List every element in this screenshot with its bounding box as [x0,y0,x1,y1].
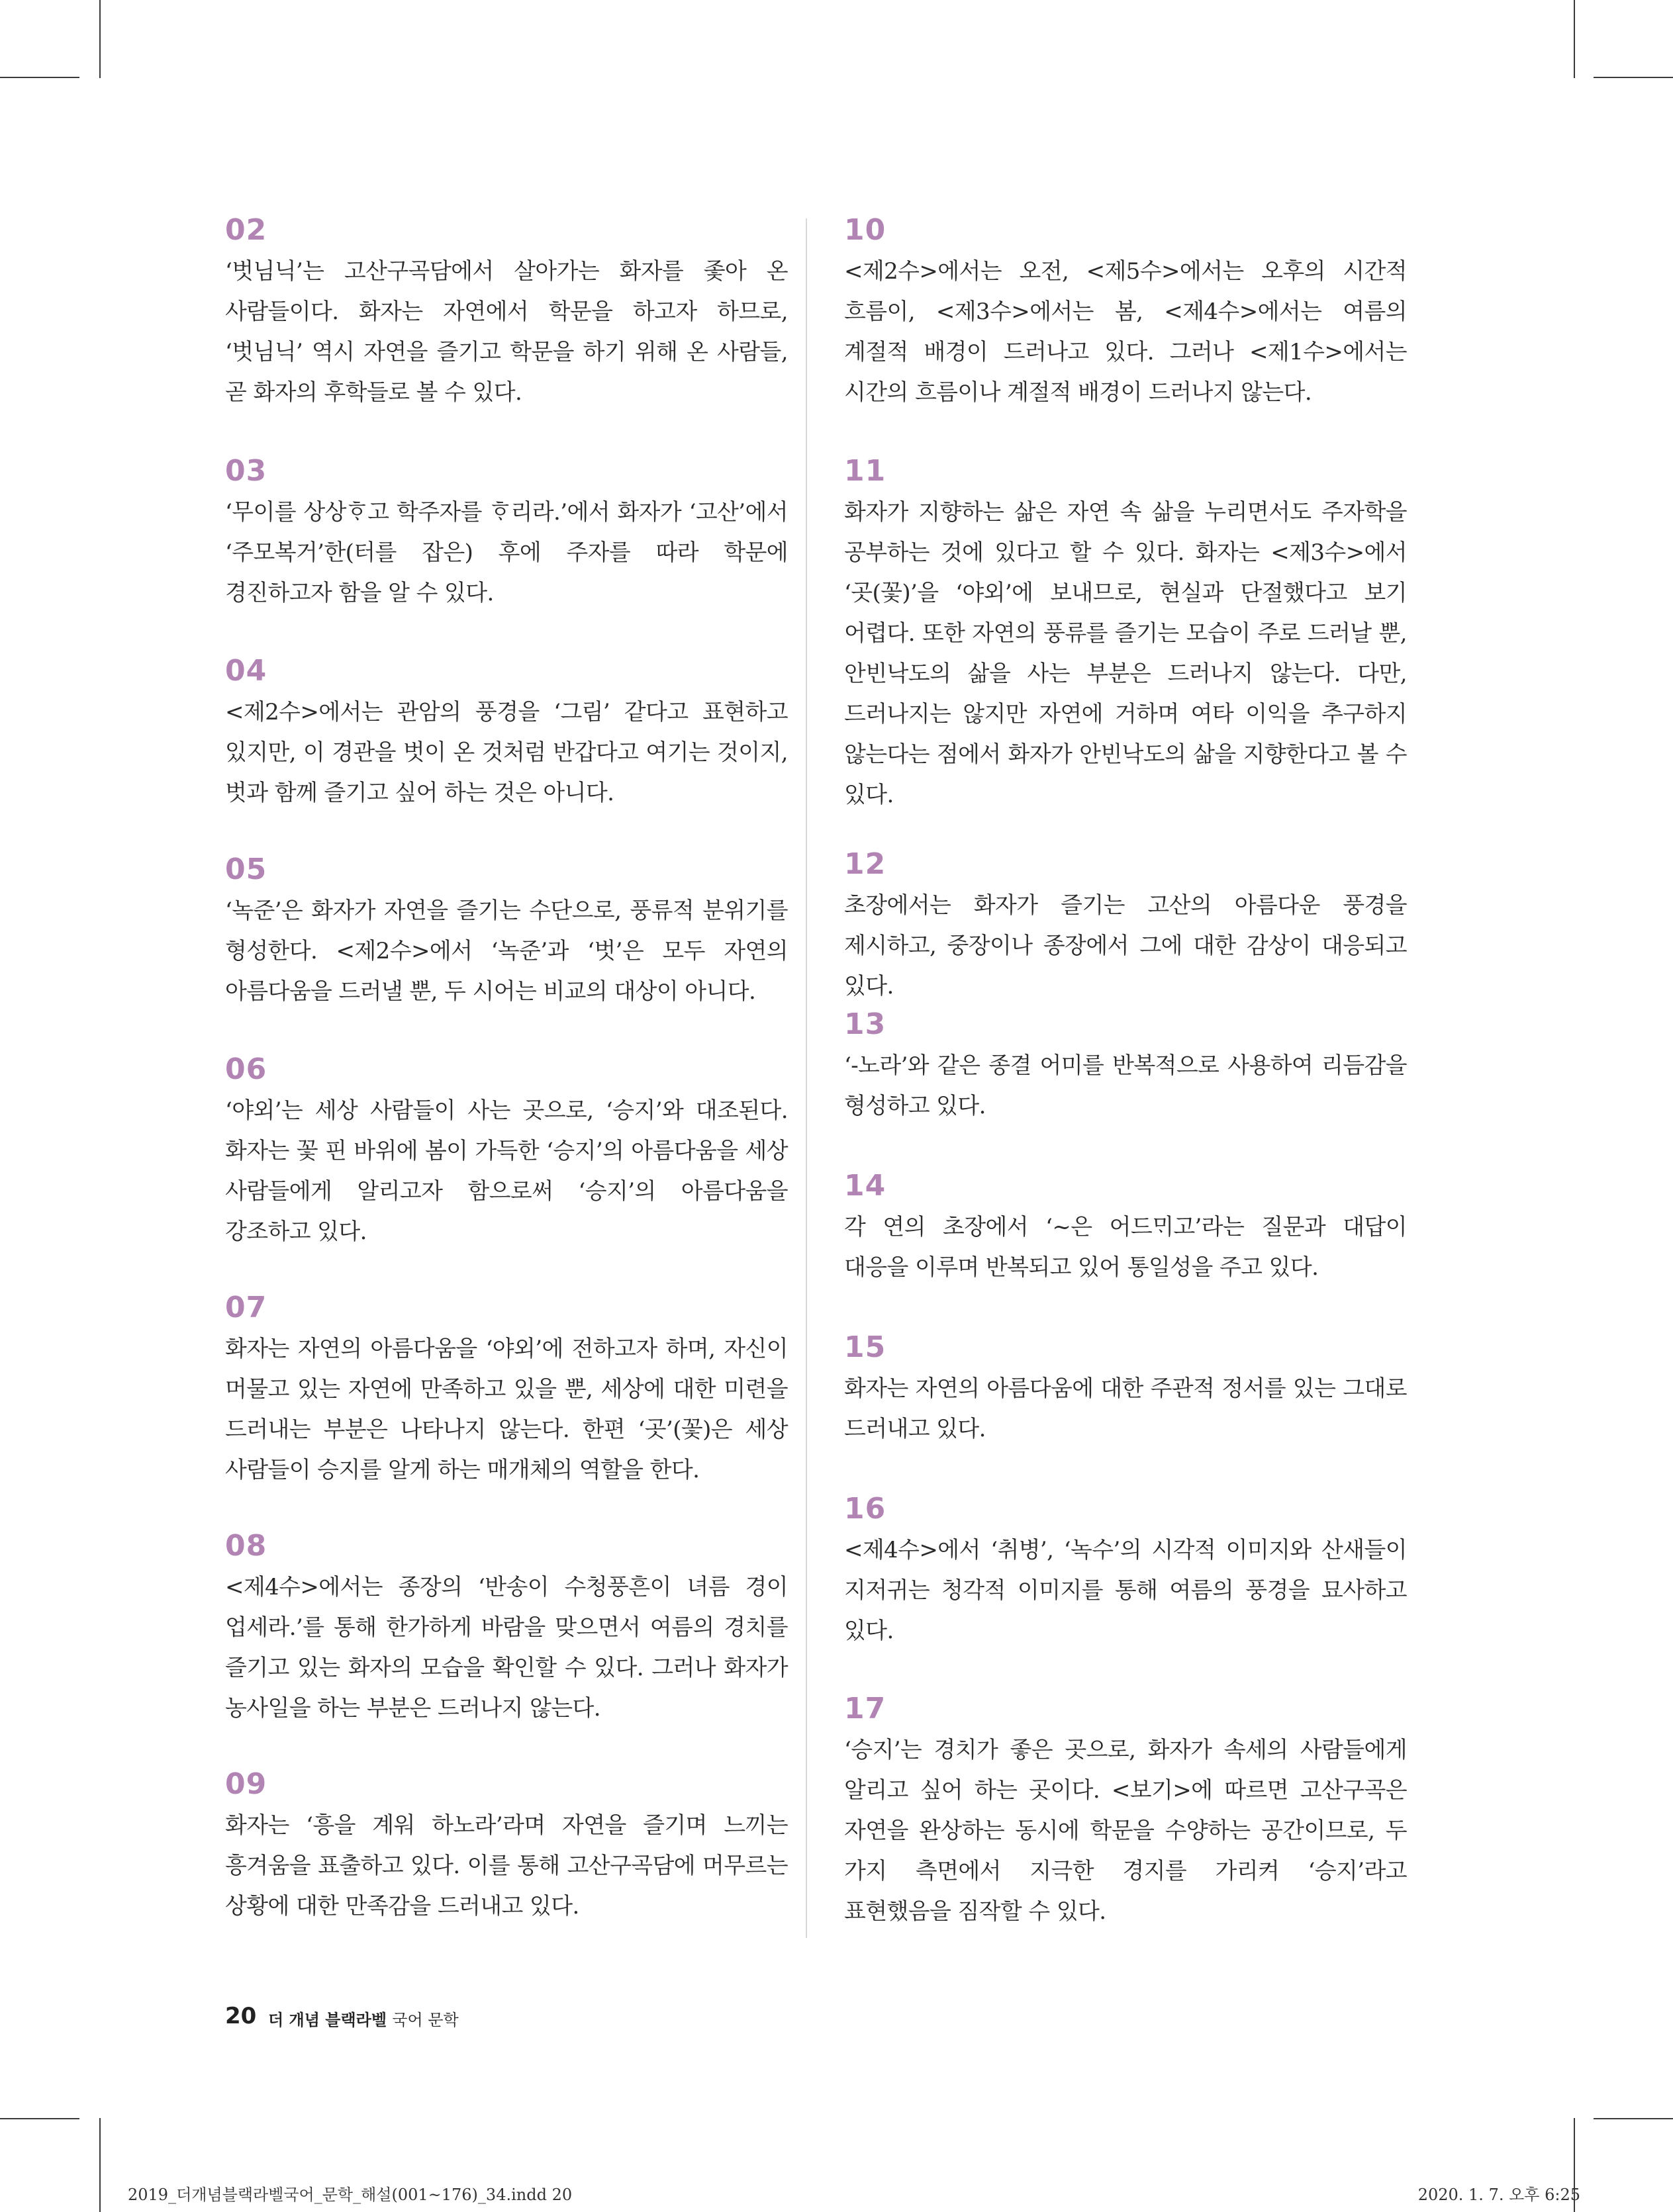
answer-item [225,1050,788,1252]
crop-mark [1594,77,1673,78]
crop-mark [99,2118,101,2212]
question-number: 11 [844,454,886,488]
question-number: 04 [225,654,267,688]
book-title-main: 더 개념 블랙라벨 [268,2011,387,2029]
answer-item [844,451,1407,815]
answer-text: <제4수>에서는 종장의 ‘반송이 수청풍흔이 녀름 경이 업세라.’를 통해 한가하게 바람을 맞으면서 여름의 경치를 즐기고 있는 화자의 모습을 확인할 수 있다. 그러나 화자가 농사일을 하는 부분은 드러나지 않는다. [225,1574,788,1722]
answer-text: ‘녹준’은 화자가 자연을 즐기는 수단으로, 풍류적 분위기를 형성한다. <제2수>에서 ‘녹준’과 ‘벗’은 모두 자연의 아름다움을 드러낼 뿐, 두 시어는 비교의 대상이 아니다. [225,898,788,1005]
crop-mark [0,2118,79,2119]
answer-item [844,845,1407,1007]
question-number: 17 [844,1692,886,1726]
question-number: 16 [844,1492,886,1526]
question-number: 10 [844,213,886,247]
answer-text: <제2수>에서는 관암의 풍경을 ‘그림’ 같다고 표현하고 있지만, 이 경관을 벗이 온 것처럼 반갑다고 여기는 것이지, 벗과 함께 즐기고 싶어 하는 것은 아니다. [225,699,788,806]
book-title-sub: 국어 문학 [392,2011,459,2029]
answer-text: 화자는 자연의 아름다움을 ‘야외’에 전하고자 하며, 자신이 머물고 있는 자연에 만족하고 있을 뿐, 세상에 대한 미련을 드러내는 부분은 나타나지 않는다. 한편 ‘곳’(꽃)은 세상 사람들이 승지를 알게 하는 매개체의 역할을 한다. [225,1336,788,1483]
answer-text: ‘승지’는 경치가 좋은 곳으로, 화자가 속세의 사람들에게 알리고 싶어 하는 곳이다. <보기>에 따르면 고산구곡은 자연을 완상하는 동시에 학문을 수양하는 공간이므로, 두 가지 측면에서 지극한 경지를 가리켜 ‘승지’라고 표현했음을 짐작할 수 있다. [844,1737,1407,1925]
crop-mark [1574,0,1575,78]
answer-item [844,1328,1407,1450]
answer-item [844,1489,1407,1651]
answer-text: ‘벗님닉’는 고산구곡담에서 살아가는 화자를 좇아 온 사람들이다. 화자는 자연에서 학문을 하고자 하므로, ‘벗님닉’ 역시 자연을 즐기고 학문을 하기 위해 온 사람들, 곧 화자의 후학들로 볼 수 있다. [225,258,788,406]
answer-item [225,1288,788,1491]
question-number: 02 [225,213,267,247]
answer-item [225,1526,788,1729]
answer-text: <제4수>에서 ‘취병’, ‘녹수’의 시각적 이미지와 산새들이 지저귀는 청각적 이미지를 통해 여름의 풍경을 묘사하고 있다. [844,1537,1407,1644]
question-number: 14 [844,1169,886,1203]
answer-text: <제2수>에서는 오전, <제5수>에서는 오후의 시간적 흐름이, <제3수>에서는 봄, <제4수>에서는 여름의 계절적 배경이 드러나고 있다. 그러나 <제1수>에서는 시간의 흐름이나 계절적 배경이 드러나지 않는다. [844,258,1407,406]
question-number: 09 [225,1767,267,1801]
page-number: 20 [225,2003,257,2029]
answer-item [844,1166,1407,1288]
answer-item [225,651,788,813]
answer-item [225,1765,788,1927]
question-number: 05 [225,853,267,886]
answer-text: 화자가 지향하는 삶은 자연 속 삶을 누리면서도 주자학을 공부하는 것에 있다고 할 수 있다. 화자는 <제3수>에서 ‘곳(꽃)’을 ‘야외’에 보내므로, 현실과 단절했다고 보기 어렵다. 또한 자연의 풍류를 즐기는 모습이 주로 드러날 뿐, 안빈낙도의 삶을 사는 부분은 드러나지 않는다. 다만, 드러나지는 않지만 자연에 거하며 여타 이익을 추구하지 않는다는 점에서 화자가 안빈낙도의 삶을 지향한다고 볼 수 있다. [844,499,1407,808]
question-number: 08 [225,1529,267,1563]
crop-mark [1594,2118,1673,2119]
print-slug-file: 2019_더개념블랙라벨국어_문학_해설(001~176)_34.indd 20 [128,2186,573,2204]
answer-text: ‘무이를 상상ᄒᆞ고 학주자를 ᄒᆞ리라.’에서 화자가 ‘고산’에서 ‘주모복거’한(터를 잡은) 후에 주자를 따라 학문에 경진하고자 함을 알 수 있다. [225,499,788,606]
answer-item [844,1005,1407,1127]
question-number: 13 [844,1007,886,1041]
answer-text: ‘-노라’와 같은 종결 어미를 반복적으로 사용하여 리듬감을 형성하고 있다. [844,1052,1407,1119]
print-slug-timestamp: 2020. 1. 7. 오후 6:25 [1417,2186,1580,2204]
question-number: 15 [844,1330,886,1364]
answer-item [225,210,788,413]
answer-text: 각 연의 초장에서 ‘~은 어드ᄆᆡ고’라는 질문과 대답이 대응을 이루며 반복되고 있어 통일성을 주고 있다. [844,1214,1407,1281]
question-number: 07 [225,1291,267,1324]
crop-mark [0,77,79,78]
answer-text: 초장에서는 화자가 즐기는 고산의 아름다운 풍경을 제시하고, 중장이나 종장에서 그에 대한 감상이 대응되고 있다. [844,892,1407,999]
answer-item [844,1689,1407,1932]
answer-item [225,850,788,1012]
answer-item [844,210,1407,413]
crop-mark [99,0,101,78]
book-title [268,2007,459,2030]
question-number: 06 [225,1052,267,1086]
question-number: 03 [225,454,267,488]
answer-text: 화자는 ‘흥을 계워 하노라’라며 자연을 즐기며 느끼는 흥겨움을 표출하고 있다. 이를 통해 고산구곡담에 머무르는 상황에 대한 만족감을 드러내고 있다. [225,1812,788,1919]
answer-text: ‘야외’는 세상 사람들이 사는 곳으로, ‘승지’와 대조된다. 화자는 꽃 핀 바위에 봄이 가득한 ‘승지’의 아름다움을 세상 사람들에게 알리고자 함으로써 ‘승지’의 아름다움을 강조하고 있다. [225,1097,788,1245]
question-number: 12 [844,847,886,881]
column-divider [806,218,807,1938]
answer-text: 화자는 자연의 아름다움에 대한 주관적 정서를 있는 그대로 드러내고 있다. [844,1375,1407,1442]
answer-item [225,451,788,614]
